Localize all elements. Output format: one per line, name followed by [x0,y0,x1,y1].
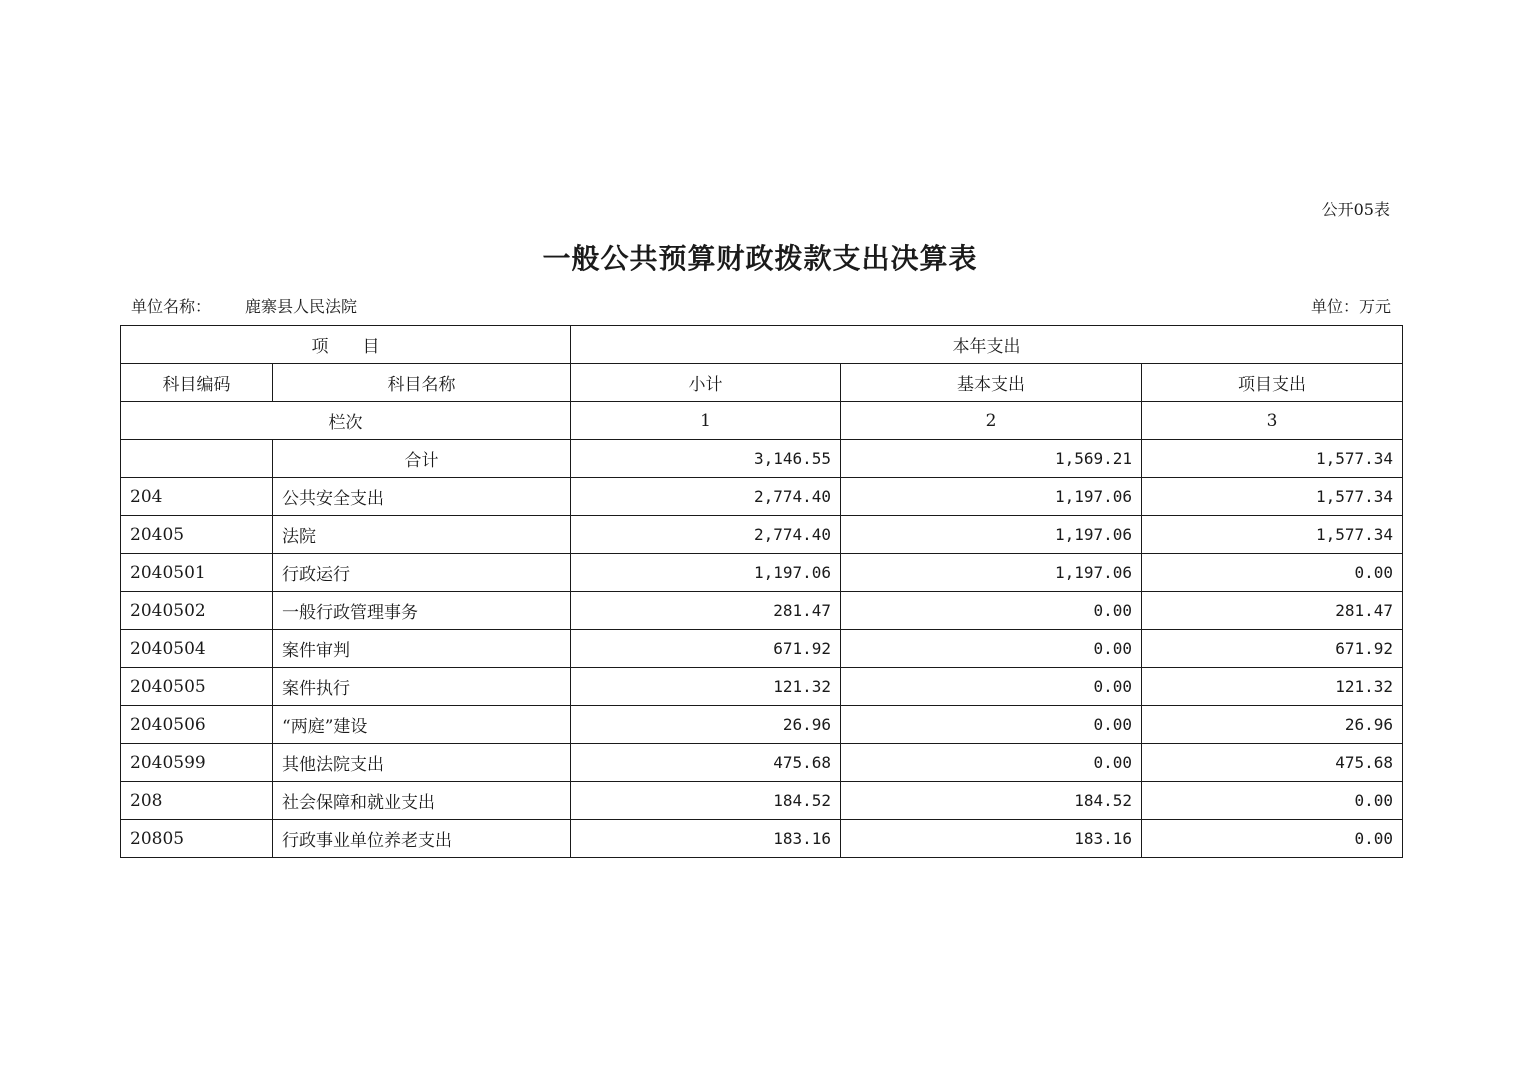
row-code: 2040501 [121,554,273,592]
table-row [121,554,1403,592]
row-basic: 184.52 [841,782,1142,820]
row-code: 2040506 [121,706,273,744]
table-row [121,478,1403,516]
row-code: 2040505 [121,668,273,706]
row-name: 行政运行 [273,554,571,592]
row-name: “两庭”建设 [273,706,571,744]
header-project: 项 目 [121,326,571,364]
row-name: 公共安全支出 [273,478,571,516]
table-row [121,592,1403,630]
total-row [121,440,1403,478]
row-subtotal: 475.68 [571,744,841,782]
row-project: 475.68 [1142,744,1403,782]
header-row-index [121,402,1403,440]
row-code: 208 [121,782,273,820]
row-project: 26.96 [1142,706,1403,744]
unit-name-value: 鹿寨县人民法院 [245,297,358,316]
table-row [121,782,1403,820]
page-title: 一般公共预算财政拨款支出决算表 [542,242,978,275]
header-name: 科目名称 [273,364,571,402]
row-subtotal: 2,774.40 [571,478,841,516]
column-index-label: 栏次 [121,402,571,440]
table-row [121,744,1403,782]
header-basic: 基本支出 [841,364,1142,402]
table-row [121,630,1403,668]
header-subtotal: 小计 [571,364,841,402]
row-subtotal: 671.92 [571,630,841,668]
table-row [121,820,1403,858]
row-basic: 0.00 [841,630,1142,668]
unit-info-row [131,296,1391,318]
row-name: 法院 [273,516,571,554]
row-project: 0.00 [1142,554,1403,592]
row-code: 2040504 [121,630,273,668]
row-project: 281.47 [1142,592,1403,630]
currency-unit: 单位：万元 [1310,297,1391,316]
row-name: 社会保障和就业支出 [273,782,571,820]
row-code: 204 [121,478,273,516]
total-subtotal: 3,146.55 [571,440,841,478]
unit-name-block [131,296,357,318]
header-row-2 [121,364,1403,402]
header-row-1 [121,326,1403,364]
budget-table [120,325,1403,858]
row-name: 其他法院支出 [273,744,571,782]
total-label: 合计 [273,440,571,478]
row-project: 1,577.34 [1142,478,1403,516]
header-current-year: 本年支出 [571,326,1403,364]
row-project: 1,577.34 [1142,516,1403,554]
row-subtotal: 26.96 [571,706,841,744]
row-project: 0.00 [1142,820,1403,858]
row-basic: 1,197.06 [841,478,1142,516]
table-row [121,668,1403,706]
row-code: 20405 [121,516,273,554]
table-row [121,706,1403,744]
form-number: 公开05表 [1321,200,1390,219]
total-project: 1,577.34 [1142,440,1403,478]
row-basic: 0.00 [841,706,1142,744]
column-index-1: 1 [571,402,841,440]
row-name: 案件审判 [273,630,571,668]
column-index-3: 3 [1142,402,1403,440]
row-basic: 0.00 [841,592,1142,630]
row-basic: 1,197.06 [841,516,1142,554]
row-name: 一般行政管理事务 [273,592,571,630]
row-basic: 0.00 [841,668,1142,706]
row-subtotal: 2,774.40 [571,516,841,554]
row-name: 案件执行 [273,668,571,706]
row-code: 2040599 [121,744,273,782]
row-project: 671.92 [1142,630,1403,668]
header-code: 科目编码 [121,364,273,402]
row-basic: 183.16 [841,820,1142,858]
total-code [121,440,273,478]
row-subtotal: 281.47 [571,592,841,630]
row-basic: 0.00 [841,744,1142,782]
unit-name-label: 单位名称： [131,297,212,316]
header-project-expense: 项目支出 [1142,364,1403,402]
row-subtotal: 184.52 [571,782,841,820]
table-row [121,516,1403,554]
row-code: 2040502 [121,592,273,630]
row-subtotal: 183.16 [571,820,841,858]
row-project: 121.32 [1142,668,1403,706]
row-basic: 1,197.06 [841,554,1142,592]
table-body [121,326,1403,858]
row-code: 20805 [121,820,273,858]
column-index-2: 2 [841,402,1142,440]
row-subtotal: 121.32 [571,668,841,706]
total-basic: 1,569.21 [841,440,1142,478]
row-name: 行政事业单位养老支出 [273,820,571,858]
row-project: 0.00 [1142,782,1403,820]
row-subtotal: 1,197.06 [571,554,841,592]
